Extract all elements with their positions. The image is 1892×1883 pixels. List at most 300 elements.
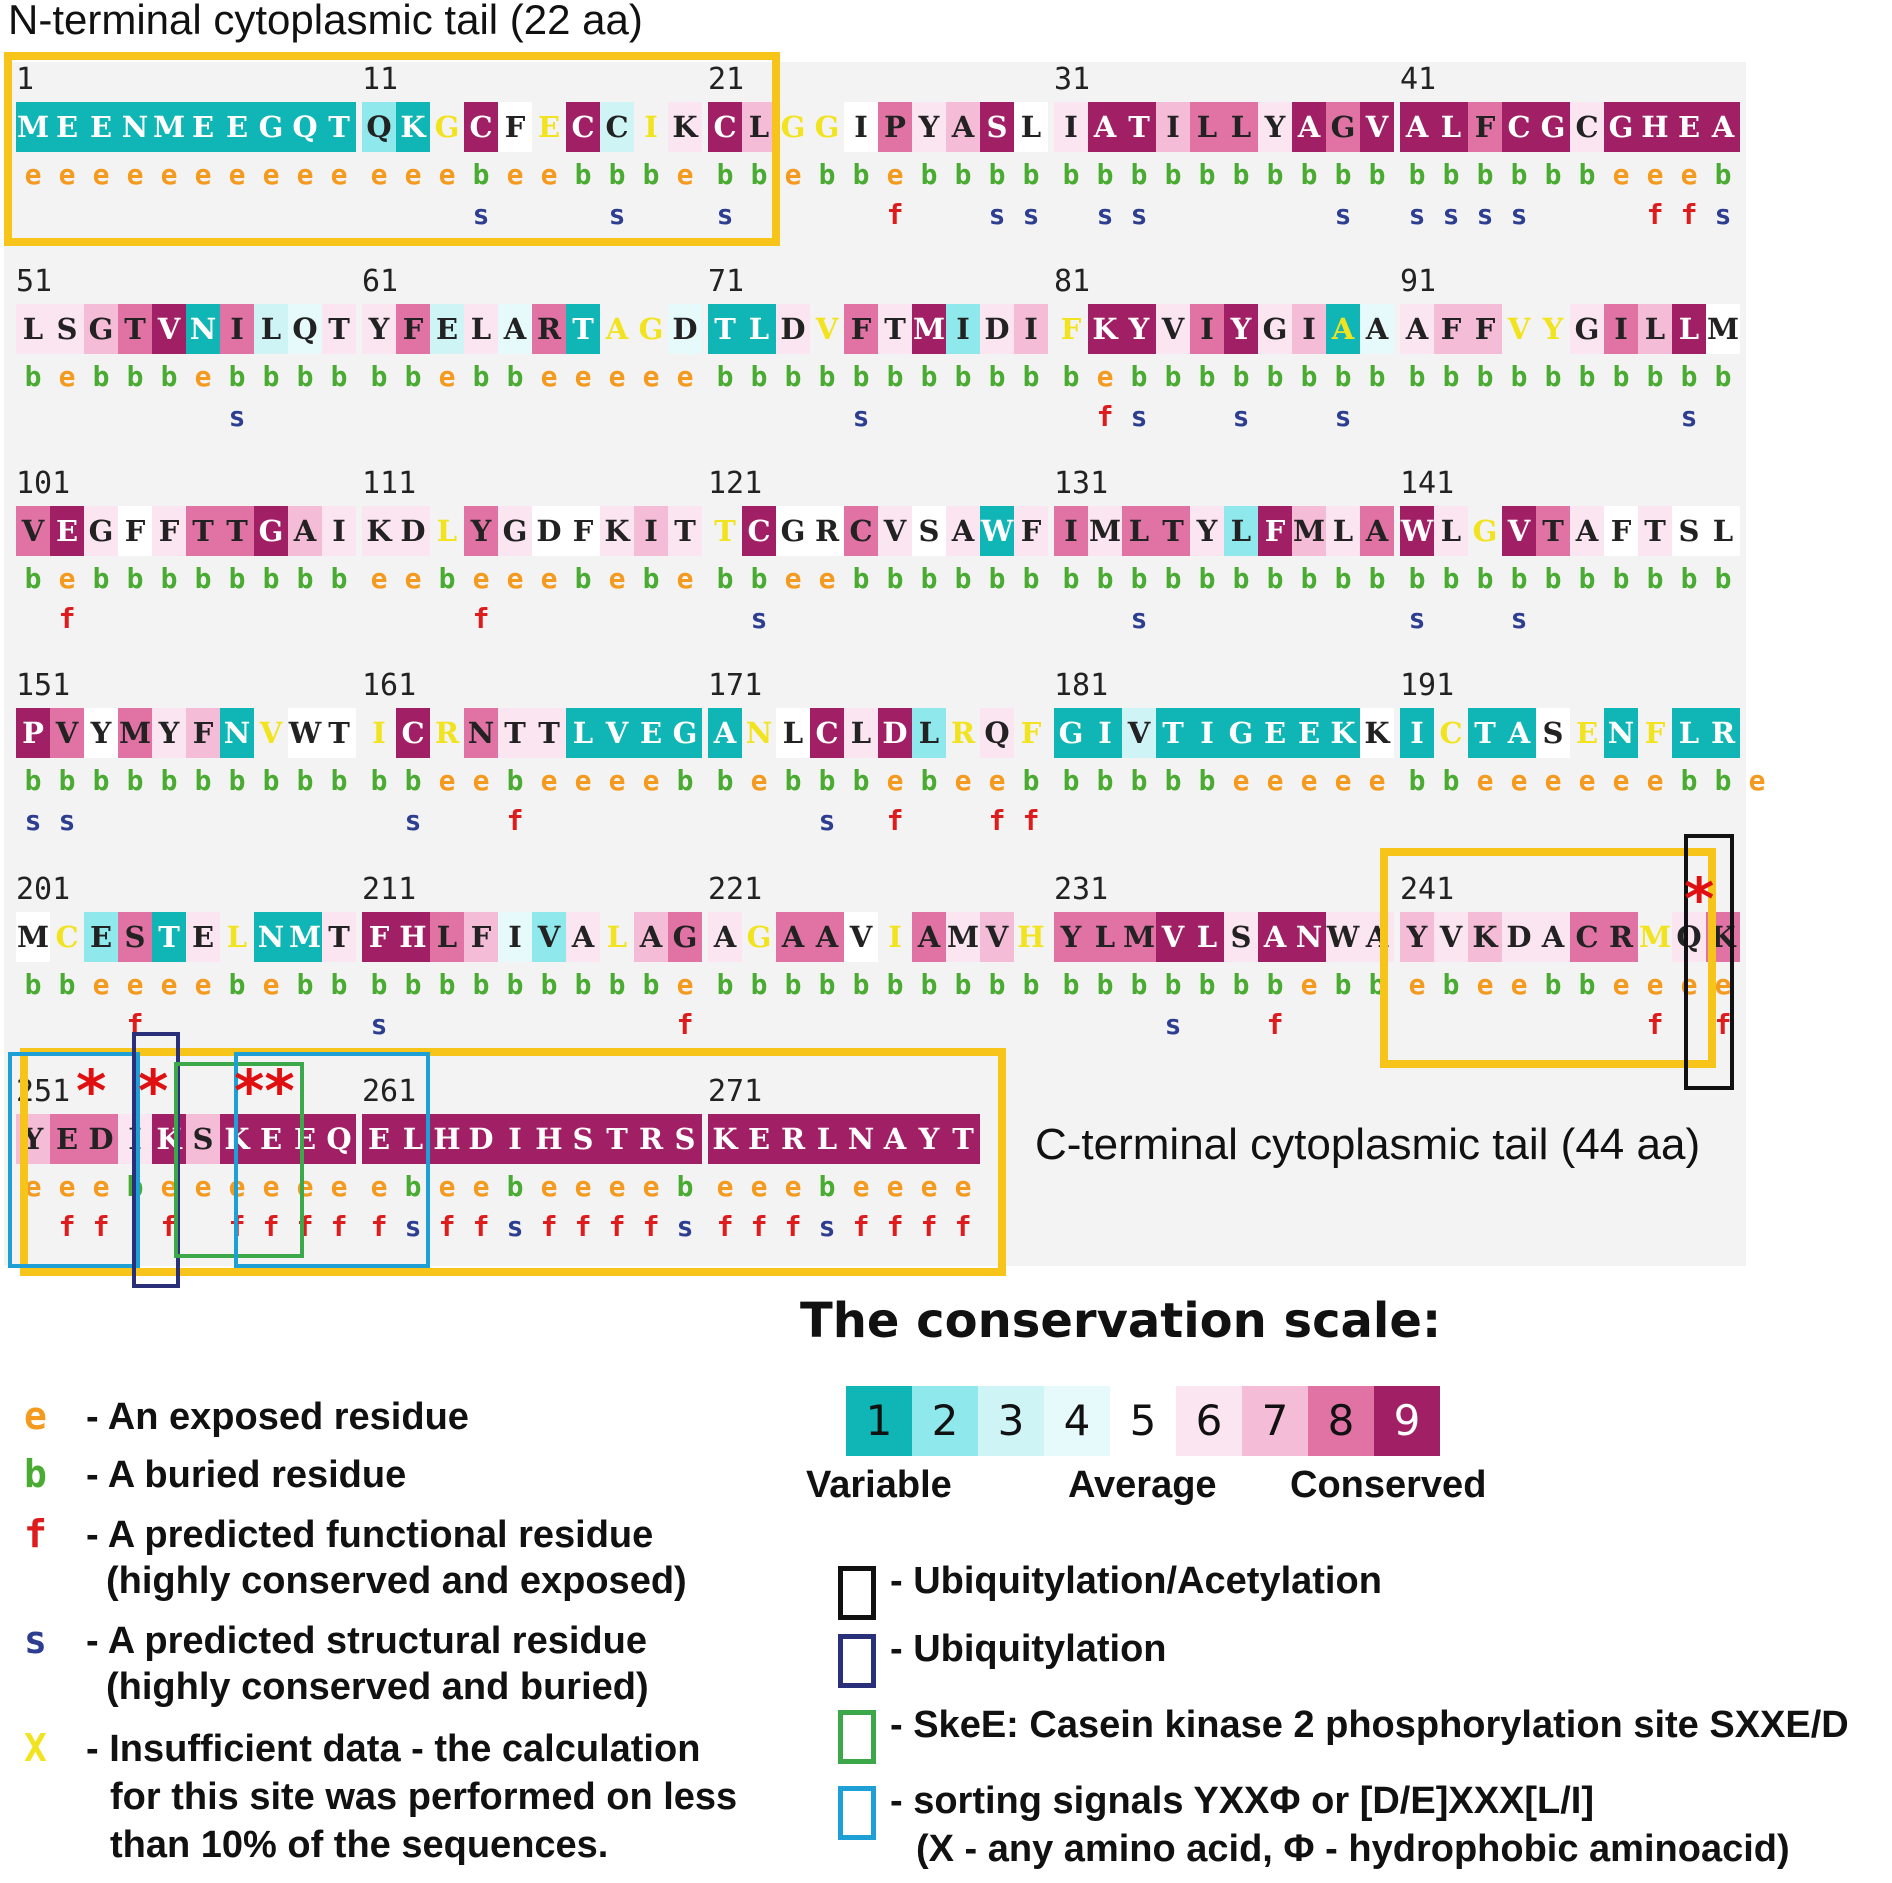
- legend-symbol: X: [24, 1726, 47, 1770]
- residue: M: [152, 102, 186, 152]
- blank-mark: [118, 601, 152, 637]
- scale-label-average: Average: [1068, 1464, 1217, 1506]
- buried-mark: b: [92, 360, 110, 393]
- residue: Y: [1400, 912, 1434, 962]
- residue-row: [1400, 708, 1740, 758]
- buried-mark: b: [642, 968, 660, 1001]
- residue: I: [946, 304, 980, 354]
- buried-mark: b: [1442, 158, 1460, 191]
- buried-mark: b: [1578, 562, 1596, 595]
- blank-mark: [16, 399, 50, 435]
- buried-mark: b: [1164, 764, 1182, 797]
- residue: P: [878, 102, 912, 152]
- blank-mark: [152, 399, 186, 435]
- buried-mark: b: [1096, 562, 1114, 595]
- blank-mark: [1638, 601, 1672, 637]
- functional-mark: f: [716, 1210, 734, 1243]
- blank-mark: [186, 1007, 220, 1043]
- blank-mark: [566, 399, 600, 435]
- residue-row: [362, 912, 702, 962]
- blank-mark: [1190, 1007, 1224, 1043]
- residue: F: [396, 304, 430, 354]
- residue: G: [1570, 304, 1604, 354]
- residue: E: [288, 1114, 322, 1164]
- function-structure-row: [1054, 601, 1394, 637]
- blank-mark: [776, 399, 810, 435]
- residue: R: [1706, 708, 1740, 758]
- residue: C: [1570, 102, 1604, 152]
- blank-mark: [254, 601, 288, 637]
- blank-mark: [844, 601, 878, 637]
- buried-mark: b: [1096, 968, 1114, 1001]
- scale-grade: 8: [1308, 1386, 1374, 1456]
- buried-mark: b: [784, 360, 802, 393]
- residue: Y: [912, 102, 946, 152]
- buried-mark: b: [920, 158, 938, 191]
- blank-mark: [1360, 399, 1394, 435]
- buried-mark: b: [1198, 562, 1216, 595]
- scale-grade: 5: [1110, 1386, 1176, 1456]
- blank-mark: [84, 1007, 118, 1043]
- blank-mark: [566, 1007, 600, 1043]
- residue: Y: [1258, 102, 1292, 152]
- residue: M: [118, 708, 152, 758]
- blank-mark: [1258, 601, 1292, 637]
- burial-row: [1400, 763, 1774, 799]
- residue: F: [1604, 506, 1638, 556]
- function-structure-row: [16, 399, 356, 435]
- blank-mark: [1536, 601, 1570, 637]
- position-number: 241: [1400, 872, 1455, 907]
- blank-mark: [396, 399, 430, 435]
- structural-mark: s: [506, 1210, 524, 1243]
- residue: L: [1672, 708, 1706, 758]
- exposed-mark: e: [262, 158, 280, 191]
- residue: R: [634, 1114, 668, 1164]
- residue: A: [810, 912, 844, 962]
- conservation-scale: [846, 1386, 1440, 1456]
- residue: A: [1088, 102, 1122, 152]
- functional-mark: f: [988, 804, 1006, 837]
- functional-mark: f: [506, 804, 524, 837]
- residue: K: [152, 1114, 186, 1164]
- blank-mark: [844, 803, 878, 839]
- residue: T: [1536, 506, 1570, 556]
- residue: R: [1604, 912, 1638, 962]
- residue: F: [362, 912, 396, 962]
- residue-row: [16, 506, 356, 556]
- exposed-mark: e: [1334, 764, 1352, 797]
- blank-mark: [1400, 399, 1434, 435]
- buried-mark: b: [1334, 562, 1352, 595]
- burial-row: [1054, 561, 1394, 597]
- exposed-mark: e: [540, 1170, 558, 1203]
- blank-mark: [254, 399, 288, 435]
- residue: L: [1122, 506, 1156, 556]
- residue: Q: [1672, 912, 1706, 962]
- blank-mark: [1570, 803, 1604, 839]
- box-legend-swatch: [838, 1634, 876, 1688]
- scale-title: The conservation scale:: [800, 1293, 1442, 1349]
- residue: T: [532, 708, 566, 758]
- residue: A: [566, 912, 600, 962]
- buried-mark: b: [1062, 158, 1080, 191]
- blank-mark: [254, 1007, 288, 1043]
- burial-row: [708, 763, 1048, 799]
- blank-mark: [1672, 601, 1706, 637]
- blank-mark: [322, 399, 356, 435]
- blank-mark: [186, 399, 220, 435]
- residue: T: [668, 506, 702, 556]
- exposed-mark: e: [818, 562, 836, 595]
- functional-mark: f: [1714, 1008, 1732, 1041]
- exposed-mark: e: [472, 562, 490, 595]
- residue: S: [980, 102, 1014, 152]
- residue: S: [668, 1114, 702, 1164]
- residue: L: [1014, 102, 1048, 152]
- residue: L: [1434, 102, 1468, 152]
- buried-mark: b: [1646, 360, 1664, 393]
- functional-mark: f: [784, 1210, 802, 1243]
- residue: A: [1706, 102, 1740, 152]
- blank-mark: [1190, 803, 1224, 839]
- residue: K: [668, 102, 702, 152]
- residue: G: [84, 506, 118, 556]
- functional-mark: f: [886, 1210, 904, 1243]
- residue: F: [1258, 506, 1292, 556]
- residue: A: [1258, 912, 1292, 962]
- blank-mark: [288, 601, 322, 637]
- residue: M: [16, 912, 50, 962]
- buried-mark: b: [574, 562, 592, 595]
- buried-mark: b: [472, 158, 490, 191]
- blank-mark: [708, 601, 742, 637]
- buried-mark: b: [92, 562, 110, 595]
- buried-mark: b: [852, 158, 870, 191]
- exposed-mark: e: [126, 158, 144, 191]
- buried-mark: b: [1714, 360, 1732, 393]
- residue: Y: [912, 1114, 946, 1164]
- blank-mark: [322, 601, 356, 637]
- blank-mark: [254, 803, 288, 839]
- residue: I: [1400, 708, 1434, 758]
- residue: H: [430, 1114, 464, 1164]
- structural-mark: s: [1022, 198, 1040, 231]
- buried-mark: b: [1544, 360, 1562, 393]
- position-number: 191: [1400, 668, 1455, 703]
- buried-mark: b: [1164, 360, 1182, 393]
- burial-row: [16, 763, 356, 799]
- buried-mark: b: [438, 562, 456, 595]
- residue: F: [1060, 312, 1082, 346]
- blank-mark: [1360, 803, 1394, 839]
- residue: F: [152, 506, 186, 556]
- blank-mark: [844, 197, 878, 233]
- blank-mark: [152, 803, 186, 839]
- residue: F: [186, 708, 220, 758]
- site-star: **: [234, 1057, 295, 1125]
- residue: L: [464, 304, 498, 354]
- blank-mark: [1088, 803, 1122, 839]
- functional-mark: f: [1022, 804, 1040, 837]
- buried-mark: b: [126, 562, 144, 595]
- buried-mark: b: [1062, 562, 1080, 595]
- residue: T: [220, 506, 254, 556]
- residue: W: [1400, 506, 1434, 556]
- exposed-mark: e: [262, 968, 280, 1001]
- residue: T: [600, 1114, 634, 1164]
- exposed-mark: e: [1096, 360, 1114, 393]
- blank-mark: [288, 803, 322, 839]
- blank-mark: [186, 601, 220, 637]
- buried-mark: b: [716, 158, 734, 191]
- buried-mark: b: [818, 764, 836, 797]
- buried-mark: b: [886, 360, 904, 393]
- residue: C: [708, 102, 742, 152]
- blank-mark: [498, 601, 532, 637]
- functional-mark: f: [228, 1210, 246, 1243]
- blank-mark: [1156, 803, 1190, 839]
- exposed-mark: e: [988, 764, 1006, 797]
- blank-mark: [1224, 803, 1258, 839]
- blank-mark: [566, 601, 600, 637]
- residue: M: [1088, 506, 1122, 556]
- blank-mark: [186, 803, 220, 839]
- legend-text: (highly conserved and exposed): [106, 1560, 687, 1602]
- residue: D: [980, 304, 1014, 354]
- residue: Y: [84, 708, 118, 758]
- blank-mark: [322, 1007, 356, 1043]
- blank-mark: [1326, 1007, 1360, 1043]
- functional-mark: f: [750, 1210, 768, 1243]
- residue: E: [634, 708, 668, 758]
- buried-mark: b: [126, 764, 144, 797]
- residue: A: [912, 912, 946, 962]
- buried-mark: b: [852, 562, 870, 595]
- burial-row: [1400, 561, 1740, 597]
- structural-mark: s: [1130, 198, 1148, 231]
- box-legend-text: (X - any amino acid, Φ - hydrophobic aminoacid): [916, 1828, 1790, 1870]
- blank-mark: [600, 803, 634, 839]
- burial-row: [362, 967, 702, 1003]
- residue: V: [1360, 102, 1394, 152]
- residue: L: [1224, 102, 1258, 152]
- buried-mark: b: [1198, 158, 1216, 191]
- residue: G: [668, 912, 702, 962]
- structural-mark: s: [1714, 198, 1732, 231]
- blank-mark: [50, 399, 84, 435]
- function-structure-row: [708, 399, 1048, 435]
- position-number: 251: [16, 1074, 71, 1109]
- blank-mark: [322, 803, 356, 839]
- exposed-mark: e: [1714, 968, 1732, 1001]
- residue: G: [1472, 514, 1498, 548]
- residue: Y: [1054, 912, 1088, 962]
- residue: W: [980, 506, 1014, 556]
- blank-mark: [1468, 399, 1502, 435]
- function-structure-row: [362, 803, 702, 839]
- buried-mark: b: [852, 764, 870, 797]
- residue: I: [1190, 304, 1224, 354]
- blank-mark: [430, 601, 464, 637]
- legend-text: - A predicted structural residue: [86, 1620, 647, 1662]
- residue: R: [810, 506, 844, 556]
- n-tail-box: [4, 52, 780, 246]
- buried-mark: b: [330, 360, 348, 393]
- blank-mark: [1360, 197, 1394, 233]
- residue: F: [1468, 304, 1502, 354]
- buried-mark: b: [1612, 360, 1630, 393]
- exposed-mark: e: [1612, 764, 1630, 797]
- buried-mark: b: [370, 764, 388, 797]
- legend-text: (highly conserved and buried): [106, 1666, 649, 1708]
- scale-grade: 4: [1044, 1386, 1110, 1456]
- position-number: 181: [1054, 668, 1109, 703]
- residue: L: [742, 102, 776, 152]
- blank-mark: [912, 197, 946, 233]
- buried-mark: b: [1408, 158, 1426, 191]
- buried-mark: b: [1442, 968, 1460, 1001]
- residue: G: [1224, 708, 1258, 758]
- blank-mark: [776, 1007, 810, 1043]
- residue: E: [742, 1114, 776, 1164]
- blank-mark: [1468, 601, 1502, 637]
- scale-grade: 7: [1242, 1386, 1308, 1456]
- residue: D: [668, 304, 702, 354]
- buried-mark: b: [818, 158, 836, 191]
- residue: V: [259, 716, 283, 750]
- residue: K: [1360, 708, 1394, 758]
- residue: C: [1570, 912, 1604, 962]
- residue: V: [50, 708, 84, 758]
- box-legend-text: - Ubiquitylation/Acetylation: [890, 1560, 1382, 1602]
- residue: A: [1502, 708, 1536, 758]
- exposed-mark: e: [194, 1170, 212, 1203]
- residue: I: [1190, 708, 1224, 758]
- residue: T: [1468, 708, 1502, 758]
- residue: V: [815, 312, 839, 346]
- buried-mark: b: [750, 360, 768, 393]
- buried-mark: b: [642, 562, 660, 595]
- residue: Y: [1190, 506, 1224, 556]
- buried-mark: b: [194, 764, 212, 797]
- blank-mark: [776, 601, 810, 637]
- blank-mark: [1536, 197, 1570, 233]
- exposed-mark: e: [1232, 764, 1250, 797]
- buried-mark: b: [1368, 968, 1386, 1001]
- buried-mark: b: [1578, 360, 1596, 393]
- residue-row: [362, 708, 702, 758]
- blank-mark: [1326, 601, 1360, 637]
- exposed-mark: e: [1646, 158, 1664, 191]
- blank-mark: [1638, 399, 1672, 435]
- buried-mark: b: [1544, 158, 1562, 191]
- exposed-mark: e: [92, 158, 110, 191]
- structural-mark: s: [58, 804, 76, 837]
- residue: Y: [1122, 304, 1156, 354]
- exposed-mark: e: [574, 1170, 592, 1203]
- blank-mark: [1224, 197, 1258, 233]
- box-legend-text: - SkeE: Casein kinase 2 phosphorylation site SXXE/D: [890, 1704, 1849, 1746]
- blank-mark: [600, 1007, 634, 1043]
- residue: V: [1502, 506, 1536, 556]
- residue: L: [1326, 506, 1360, 556]
- buried-mark: b: [988, 968, 1006, 1001]
- legend-text: - A buried residue: [86, 1454, 407, 1496]
- exposed-mark: e: [330, 158, 348, 191]
- buried-mark: b: [1476, 158, 1494, 191]
- function-structure-row: [1054, 197, 1394, 233]
- buried-mark: b: [1612, 562, 1630, 595]
- blank-mark: [118, 803, 152, 839]
- blank-mark: [1122, 1007, 1156, 1043]
- residue: M: [1122, 912, 1156, 962]
- box-legend-swatch: [838, 1710, 876, 1764]
- burial-row: [362, 561, 702, 597]
- blank-mark: [1502, 803, 1536, 839]
- residue: G: [498, 506, 532, 556]
- exposed-mark: e: [228, 158, 246, 191]
- buried-mark: b: [852, 360, 870, 393]
- residue: L: [810, 1114, 844, 1164]
- residue: F: [1468, 102, 1502, 152]
- residue: V: [878, 506, 912, 556]
- box-legend-text: - sorting signals YXXΦ or [D/E]XXX[L/I]: [890, 1780, 1595, 1822]
- buried-mark: b: [1130, 360, 1148, 393]
- blank-mark: [946, 197, 980, 233]
- residue: Y: [16, 1114, 50, 1164]
- structural-mark: s: [1408, 198, 1426, 231]
- burial-row: [708, 561, 1048, 597]
- residue: W: [1326, 912, 1360, 962]
- blank-mark: [1014, 601, 1048, 637]
- functional-mark: f: [438, 1210, 456, 1243]
- exposed-mark: e: [642, 360, 660, 393]
- blank-mark: [1536, 803, 1570, 839]
- functional-mark: f: [370, 1210, 388, 1243]
- exposed-mark: e: [160, 1170, 178, 1203]
- residue: E: [220, 102, 254, 152]
- buried-mark: b: [126, 360, 144, 393]
- exposed-mark: e: [852, 1170, 870, 1203]
- buried-mark: b: [370, 360, 388, 393]
- blank-mark: [1224, 601, 1258, 637]
- residue: V: [1156, 304, 1190, 354]
- function-structure-row: [16, 803, 356, 839]
- site-star: *: [1684, 865, 1715, 933]
- residue: F: [566, 506, 600, 556]
- residue: K: [396, 102, 430, 152]
- residue: G: [776, 506, 810, 556]
- residue: E: [1292, 708, 1326, 758]
- buried-mark: b: [160, 360, 178, 393]
- function-structure-row: [1054, 399, 1394, 435]
- blank-mark: [498, 1007, 532, 1043]
- blank-mark: [878, 399, 912, 435]
- buried-mark: b: [1232, 360, 1250, 393]
- functional-mark: f: [92, 1210, 110, 1243]
- exposed-mark: e: [472, 764, 490, 797]
- position-number: 201: [16, 872, 71, 907]
- residue: N: [1604, 708, 1638, 758]
- scale-grade: 2: [912, 1386, 978, 1456]
- blank-mark: [912, 803, 946, 839]
- residue: V: [1434, 912, 1468, 962]
- exposed-mark: e: [540, 360, 558, 393]
- blank-mark: [362, 399, 396, 435]
- blank-mark: [980, 399, 1014, 435]
- position-number: 1: [16, 62, 35, 97]
